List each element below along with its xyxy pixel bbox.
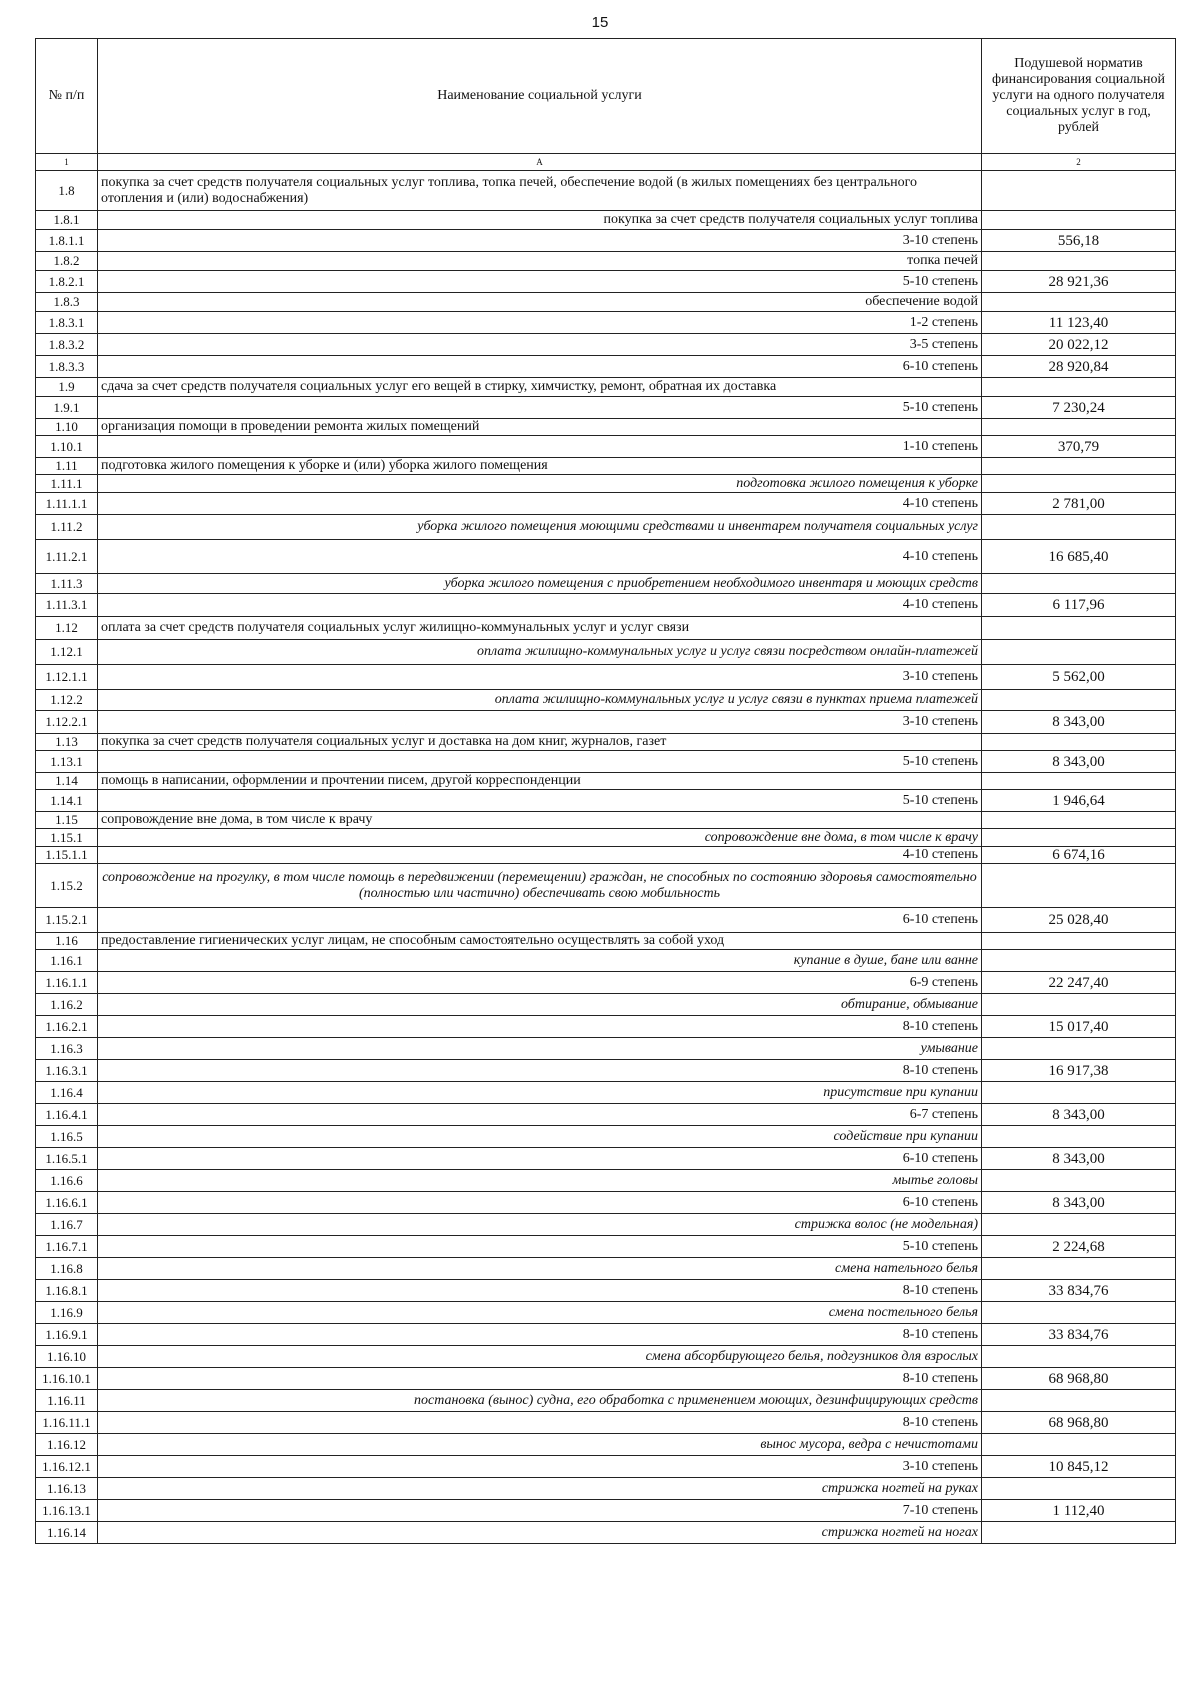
row-number: 1.16.10: [36, 1346, 98, 1368]
row-number: 1.8.2: [36, 252, 98, 271]
row-number: 1.16.2.1: [36, 1016, 98, 1038]
row-financing-value: [982, 1302, 1176, 1324]
row-financing-value: 8 343,00: [982, 751, 1176, 773]
row-service-name: 3-10 степень: [98, 230, 982, 252]
table-row: [36, 271, 1176, 293]
row-financing-value: [982, 1082, 1176, 1104]
row-service-name: 8-10 степень: [98, 1280, 982, 1302]
table-row: [36, 397, 1176, 419]
row-financing-value: 556,18: [982, 230, 1176, 252]
row-number: 1.11.1.1: [36, 493, 98, 515]
row-service-name: 4-10 степень: [98, 493, 982, 515]
table-row: [36, 356, 1176, 378]
row-financing-value: [982, 950, 1176, 972]
row-number: 1.16.7: [36, 1214, 98, 1236]
row-number: 1.14: [36, 773, 98, 790]
row-number: 1.13: [36, 734, 98, 751]
row-number: 1.16.8.1: [36, 1280, 98, 1302]
row-financing-value: [982, 1346, 1176, 1368]
row-financing-value: [982, 1434, 1176, 1456]
header-service-name: Наименование социальной услуги: [98, 39, 982, 154]
row-number: 1.16.8: [36, 1258, 98, 1280]
row-number: 1.16.14: [36, 1522, 98, 1544]
row-financing-value: [982, 252, 1176, 271]
table-row: [36, 1104, 1176, 1126]
row-service-name: 8-10 степень: [98, 1324, 982, 1346]
header-financing-norm: Подушевой норматив финансирования социальной услуги на одного получателя социальных услуг в год, рублей: [982, 39, 1176, 154]
row-number: 1.16.12: [36, 1434, 98, 1456]
table-row: [36, 515, 1176, 540]
row-number: 1.16.5.1: [36, 1148, 98, 1170]
row-number: 1.11.3.1: [36, 594, 98, 617]
table-row: [36, 1302, 1176, 1324]
row-number: 1.11.2: [36, 515, 98, 540]
table-row: [36, 540, 1176, 574]
row-financing-value: [982, 933, 1176, 950]
row-service-name: 3-10 степень: [98, 665, 982, 690]
table-row: [36, 773, 1176, 790]
row-service-name: 8-10 степень: [98, 1016, 982, 1038]
table-row: [36, 1148, 1176, 1170]
row-financing-value: [982, 1390, 1176, 1412]
row-number: 1.15: [36, 812, 98, 829]
table-row: [36, 1126, 1176, 1148]
row-financing-value: [982, 864, 1176, 908]
row-financing-value: 68 968,80: [982, 1368, 1176, 1390]
row-service-name: постановка (вынос) судна, его обработка с применением моющих, дезинфицирующих средств: [98, 1390, 982, 1412]
row-financing-value: 1 946,64: [982, 790, 1176, 812]
row-number: 1.8.3: [36, 293, 98, 312]
row-financing-value: 28 921,36: [982, 271, 1176, 293]
row-service-name: смена постельного белья: [98, 1302, 982, 1324]
table-row: [36, 640, 1176, 665]
row-financing-value: [982, 1214, 1176, 1236]
table-row: [36, 933, 1176, 950]
row-service-name: 8-10 степень: [98, 1060, 982, 1082]
page-number: 15: [591, 14, 609, 31]
row-service-name: смена абсорбирующего белья, подгузников для взрослых: [98, 1346, 982, 1368]
row-service-name: организация помощи в проведении ремонта жилых помещений: [98, 419, 982, 436]
table-row: [36, 1038, 1176, 1060]
row-service-name: 1-10 степень: [98, 436, 982, 458]
row-number: 1.16.1: [36, 950, 98, 972]
row-financing-value: 10 845,12: [982, 1456, 1176, 1478]
row-service-name: покупка за счет средств получателя социальных услуг топлива, топка печей, обеспечение водой (в жилых помещениях без центрального отопления и (или) водоснабжения): [98, 171, 982, 211]
row-financing-value: [982, 1126, 1176, 1148]
row-number: 1.16.4: [36, 1082, 98, 1104]
row-service-name: покупка за счет средств получателя социальных услуг топлива: [98, 211, 982, 230]
table-row: [36, 419, 1176, 436]
table-row: [36, 493, 1176, 515]
financing-norms-table: [35, 38, 1176, 1544]
table-row: [36, 1214, 1176, 1236]
row-financing-value: 1 112,40: [982, 1500, 1176, 1522]
row-financing-value: 2 781,00: [982, 493, 1176, 515]
table-row: [36, 1500, 1176, 1522]
row-financing-value: 11 123,40: [982, 312, 1176, 334]
table-row: [36, 950, 1176, 972]
table-row: [36, 1522, 1176, 1544]
table-row: [36, 665, 1176, 690]
table-row: [36, 1170, 1176, 1192]
row-service-name: 6-9 степень: [98, 972, 982, 994]
row-number: 1.8.1: [36, 211, 98, 230]
row-number: 1.16.9.1: [36, 1324, 98, 1346]
table-row: [36, 230, 1176, 252]
row-service-name: стрижка ногтей на ногах: [98, 1522, 982, 1544]
column-index-value: 2: [982, 154, 1176, 171]
row-financing-value: [982, 617, 1176, 640]
table-row: [36, 252, 1176, 271]
row-service-name: оплата жилищно-коммунальных услуг и услуг связи посредством онлайн-платежей: [98, 640, 982, 665]
row-number: 1.9: [36, 378, 98, 397]
row-financing-value: 5 562,00: [982, 665, 1176, 690]
table-row: [36, 864, 1176, 908]
row-service-name: мытье головы: [98, 1170, 982, 1192]
table-body: [36, 171, 1176, 1544]
row-service-name: 1-2 степень: [98, 312, 982, 334]
row-number: 1.16.1.1: [36, 972, 98, 994]
row-financing-value: 20 022,12: [982, 334, 1176, 356]
row-service-name: 5-10 степень: [98, 751, 982, 773]
row-number: 1.16.13.1: [36, 1500, 98, 1522]
table-row: [36, 574, 1176, 594]
row-financing-value: 68 968,80: [982, 1412, 1176, 1434]
row-number: 1.8: [36, 171, 98, 211]
row-number: 1.12.1.1: [36, 665, 98, 690]
row-number: 1.16.2: [36, 994, 98, 1016]
row-service-name: помощь в написании, оформлении и прочтении писем, другой корреспонденции: [98, 773, 982, 790]
row-service-name: обеспечение водой: [98, 293, 982, 312]
row-financing-value: 25 028,40: [982, 908, 1176, 933]
row-service-name: 6-10 степень: [98, 1192, 982, 1214]
row-number: 1.16.11: [36, 1390, 98, 1412]
row-financing-value: [982, 829, 1176, 847]
table-row: [36, 734, 1176, 751]
table-row: [36, 1456, 1176, 1478]
table-row: [36, 751, 1176, 773]
row-number: 1.16.12.1: [36, 1456, 98, 1478]
row-service-name: 6-10 степень: [98, 356, 982, 378]
column-index-row: [36, 154, 1176, 171]
table-row: [36, 1434, 1176, 1456]
row-number: 1.15.1: [36, 829, 98, 847]
row-service-name: топка печей: [98, 252, 982, 271]
row-service-name: 8-10 степень: [98, 1412, 982, 1434]
row-number: 1.12.2: [36, 690, 98, 711]
row-service-name: сопровождение вне дома, в том числе к врачу: [98, 829, 982, 847]
row-number: 1.16.9: [36, 1302, 98, 1324]
row-service-name: содействие при купании: [98, 1126, 982, 1148]
row-service-name: стрижка волос (не модельная): [98, 1214, 982, 1236]
row-financing-value: 33 834,76: [982, 1280, 1176, 1302]
row-service-name: обтирание, обмывание: [98, 994, 982, 1016]
row-service-name: 3-10 степень: [98, 1456, 982, 1478]
row-financing-value: [982, 574, 1176, 594]
table-row: [36, 1390, 1176, 1412]
row-service-name: стрижка ногтей на руках: [98, 1478, 982, 1500]
table-row: [36, 1324, 1176, 1346]
table-row: [36, 1346, 1176, 1368]
row-service-name: 3-10 степень: [98, 711, 982, 734]
row-service-name: 5-10 степень: [98, 1236, 982, 1258]
row-service-name: 6-10 степень: [98, 908, 982, 933]
row-number: 1.11.3: [36, 574, 98, 594]
row-financing-value: [982, 1170, 1176, 1192]
table-row: [36, 334, 1176, 356]
row-service-name: купание в душе, бане или ванне: [98, 950, 982, 972]
row-service-name: 5-10 степень: [98, 397, 982, 419]
row-number: 1.10: [36, 419, 98, 436]
table-row: [36, 1060, 1176, 1082]
table-row: [36, 1236, 1176, 1258]
row-financing-value: [982, 812, 1176, 829]
table-row: [36, 812, 1176, 829]
row-financing-value: [982, 690, 1176, 711]
row-service-name: 4-10 степень: [98, 847, 982, 864]
row-number: 1.8.3.2: [36, 334, 98, 356]
row-financing-value: [982, 515, 1176, 540]
row-service-name: оплата за счет средств получателя социальных услуг жилищно-коммунальных услуг и услуг связи: [98, 617, 982, 640]
row-service-name: оплата жилищно-коммунальных услуг и услуг связи в пунктах приема платежей: [98, 690, 982, 711]
table-row: [36, 972, 1176, 994]
row-service-name: умывание: [98, 1038, 982, 1060]
row-financing-value: 7 230,24: [982, 397, 1176, 419]
row-number: 1.11: [36, 458, 98, 475]
row-service-name: 4-10 степень: [98, 594, 982, 617]
row-financing-value: 28 920,84: [982, 356, 1176, 378]
row-number: 1.16: [36, 933, 98, 950]
row-number: 1.9.1: [36, 397, 98, 419]
row-number: 1.16.10.1: [36, 1368, 98, 1390]
table-row: [36, 908, 1176, 933]
header-number: № п/п: [36, 39, 98, 154]
row-service-name: подготовка жилого помещения к уборке: [98, 475, 982, 493]
row-financing-value: [982, 1522, 1176, 1544]
row-number: 1.16.4.1: [36, 1104, 98, 1126]
table-row: [36, 847, 1176, 864]
row-financing-value: [982, 1038, 1176, 1060]
row-financing-value: [982, 211, 1176, 230]
row-number: 1.16.7.1: [36, 1236, 98, 1258]
row-number: 1.11.2.1: [36, 540, 98, 574]
table-row: [36, 1412, 1176, 1434]
row-financing-value: 8 343,00: [982, 1148, 1176, 1170]
row-number: 1.15.2: [36, 864, 98, 908]
row-service-name: предоставление гигиенических услуг лицам, не способным самостоятельно осуществлять за собой уход: [98, 933, 982, 950]
row-number: 1.14.1: [36, 790, 98, 812]
row-financing-value: 6 674,16: [982, 847, 1176, 864]
row-number: 1.16.13: [36, 1478, 98, 1500]
row-service-name: 8-10 степень: [98, 1368, 982, 1390]
row-service-name: присутствие при купании: [98, 1082, 982, 1104]
row-number: 1.12.2.1: [36, 711, 98, 734]
row-number: 1.15.1.1: [36, 847, 98, 864]
row-financing-value: 16 917,38: [982, 1060, 1176, 1082]
row-service-name: сопровождение вне дома, в том числе к врачу: [98, 812, 982, 829]
table-row: [36, 211, 1176, 230]
row-financing-value: [982, 994, 1176, 1016]
row-financing-value: 370,79: [982, 436, 1176, 458]
row-financing-value: [982, 458, 1176, 475]
row-financing-value: 15 017,40: [982, 1016, 1176, 1038]
row-service-name: 5-10 степень: [98, 271, 982, 293]
table-row: [36, 829, 1176, 847]
row-number: 1.8.2.1: [36, 271, 98, 293]
row-number: 1.8.3.3: [36, 356, 98, 378]
row-financing-value: 22 247,40: [982, 972, 1176, 994]
row-service-name: 6-10 степень: [98, 1148, 982, 1170]
row-service-name: подготовка жилого помещения к уборке и (или) уборка жилого помещения: [98, 458, 982, 475]
row-number: 1.16.3.1: [36, 1060, 98, 1082]
row-service-name: смена нательного белья: [98, 1258, 982, 1280]
row-financing-value: 2 224,68: [982, 1236, 1176, 1258]
row-financing-value: [982, 293, 1176, 312]
row-financing-value: [982, 640, 1176, 665]
row-service-name: 5-10 степень: [98, 790, 982, 812]
row-number: 1.12: [36, 617, 98, 640]
row-service-name: вынос мусора, ведра с нечистотами: [98, 1434, 982, 1456]
row-number: 1.8.1.1: [36, 230, 98, 252]
row-financing-value: 16 685,40: [982, 540, 1176, 574]
table-row: [36, 378, 1176, 397]
row-number: 1.8.3.1: [36, 312, 98, 334]
row-number: 1.10.1: [36, 436, 98, 458]
table-row: [36, 617, 1176, 640]
table-row: [36, 1082, 1176, 1104]
row-number: 1.16.11.1: [36, 1412, 98, 1434]
row-service-name: уборка жилого помещения моющими средствами и инвентарем получателя социальных услуг: [98, 515, 982, 540]
row-financing-value: [982, 1478, 1176, 1500]
table-row: [36, 1280, 1176, 1302]
row-number: 1.12.1: [36, 640, 98, 665]
row-financing-value: 33 834,76: [982, 1324, 1176, 1346]
table-header-row: [36, 39, 1176, 154]
row-service-name: 3-5 степень: [98, 334, 982, 356]
table-row: [36, 458, 1176, 475]
row-service-name: покупка за счет средств получателя социальных услуг и доставка на дом книг, журналов, газет: [98, 734, 982, 751]
table-row: [36, 171, 1176, 211]
table-row: [36, 711, 1176, 734]
table-row: [36, 1192, 1176, 1214]
row-financing-value: 6 117,96: [982, 594, 1176, 617]
row-financing-value: [982, 378, 1176, 397]
table-row: [36, 436, 1176, 458]
row-service-name: 6-7 степень: [98, 1104, 982, 1126]
row-financing-value: 8 343,00: [982, 711, 1176, 734]
column-index-number: 1: [36, 154, 98, 171]
table-row: [36, 475, 1176, 493]
row-number: 1.16.6: [36, 1170, 98, 1192]
column-index-name: А: [98, 154, 982, 171]
row-number: 1.16.5: [36, 1126, 98, 1148]
row-number: 1.13.1: [36, 751, 98, 773]
table-row: [36, 790, 1176, 812]
row-financing-value: 8 343,00: [982, 1104, 1176, 1126]
row-number: 1.16.6.1: [36, 1192, 98, 1214]
row-number: 1.11.1: [36, 475, 98, 493]
row-financing-value: [982, 773, 1176, 790]
row-financing-value: [982, 734, 1176, 751]
row-service-name: сдача за счет средств получателя социальных услуг его вещей в стирку, химчистку, ремонт, обратная их доставка: [98, 378, 982, 397]
row-financing-value: 8 343,00: [982, 1192, 1176, 1214]
row-financing-value: [982, 1258, 1176, 1280]
table-row: [36, 690, 1176, 711]
table-row: [36, 312, 1176, 334]
table-row: [36, 1258, 1176, 1280]
table-row: [36, 1478, 1176, 1500]
table-row: [36, 994, 1176, 1016]
table-row: [36, 1016, 1176, 1038]
row-service-name: уборка жилого помещения с приобретением необходимого инвентаря и моющих средств: [98, 574, 982, 594]
row-number: 1.15.2.1: [36, 908, 98, 933]
row-service-name: 4-10 степень: [98, 540, 982, 574]
row-financing-value: [982, 419, 1176, 436]
row-financing-value: [982, 475, 1176, 493]
row-number: 1.16.3: [36, 1038, 98, 1060]
table-row: [36, 1368, 1176, 1390]
row-service-name: сопровождение на прогулку, в том числе помощь в передвижении (перемещении) граждан, не способных по состоянию здоровья самостоятельно (полностью или частично) обеспечивать свою мобильность: [98, 864, 982, 908]
row-service-name: 7-10 степень: [98, 1500, 982, 1522]
table-row: [36, 293, 1176, 312]
table-row: [36, 594, 1176, 617]
row-financing-value: [982, 171, 1176, 211]
